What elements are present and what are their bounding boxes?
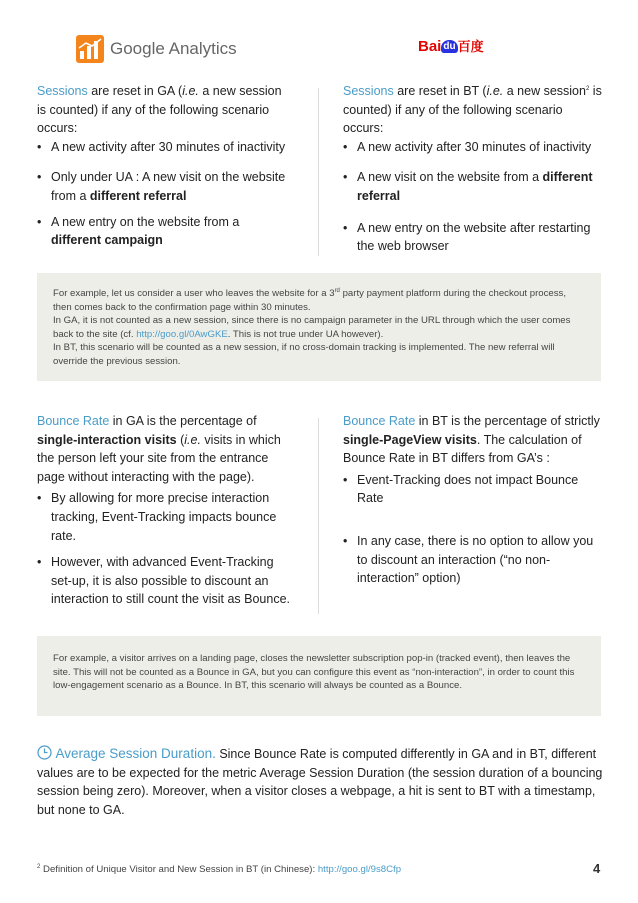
bounce-bt-text-1: in BT is the percentage of strictly: [415, 414, 600, 428]
page-number: 4: [593, 861, 601, 876]
bounce-bt-section: [343, 412, 605, 588]
bounce-ga-ie: i.e.: [184, 432, 201, 447]
bounce-ga-section: [37, 412, 295, 609]
note2-text: For example, a visitor arrives on a landing page, closes the newsletter subscription pop-in (tracked event), then leaves the site. This will not be counted as a Bounce in GA, but you can configure this event as “non-interaction”, in order to count this low-engagement scenario as a Bounce. In BT, this scenario will always be counted as a Bounce.: [53, 653, 575, 692]
bounce-ga-term: Bounce Rate: [37, 414, 110, 428]
list-item: • By allowing for more precise interaction tracking, Event-Tracking impacts bounce rate.: [37, 491, 277, 543]
note1-line1: For example, let us consider a user who leaves the website for a 3: [53, 288, 335, 299]
sessions-ga-bullet-3-bold: different campaign: [51, 233, 163, 248]
sessions-ga-section: [37, 82, 292, 250]
baidu-logo-du: du: [443, 41, 456, 52]
duration-term: Average Session Duration.: [55, 746, 216, 761]
bounce-bt-bullet-2: In any case, there is no option to allow you to discount an interaction (“no non-interaction” option): [357, 533, 594, 586]
list-item: • Event-Tracking does not impact Bounce Rate: [343, 472, 579, 506]
google-analytics-logo: [76, 34, 246, 64]
note1-line2: In GA, it is not counted as a new session, since there is no campaign parameter in the URL through which the user comes back to the site (cf.: [53, 315, 571, 340]
clock-icon: [37, 745, 52, 760]
duration-text: Since Bounce Rate is computed differently in GA and in BT, different values are to be expected for the metric Average Session Duration (the session duration of a bouncing session being zero). Moreover, when a visitor closes a webpage, a hit is sent to BT with a timestamp, but none to GA.: [37, 747, 603, 817]
list-item: • A new visit on the website from a different referral: [343, 170, 593, 203]
duration-section: [37, 745, 605, 819]
example-note-1: [37, 273, 601, 381]
bounce-ga-text-2: (: [176, 432, 185, 447]
bounce-bt-bold: single-PageView visits: [343, 432, 477, 447]
note1-line1-post: party payment platform during the checkout process, then comes back to the confirmation page within 30 minutes.: [53, 288, 567, 313]
ga-chart-icon: [76, 35, 104, 63]
bounce-ga-bullet-1: By allowing for more precise interaction tracking, Event-Tracking impacts bounce rate.: [51, 491, 277, 543]
note1-line2-post: . This is not true under UA however).: [227, 328, 384, 340]
footnote-number: 2: [37, 863, 41, 870]
sessions-ga-bullet-2: Only under UA : A new visit on the website from a: [51, 170, 286, 203]
sessions-bt-bullet-2-bold: different referral: [357, 170, 593, 203]
bounce-ga-bullet-2: However, with advanced Event-Tracking set-up, it is also possible to discount an interaction to still count the visit as Bounce.: [51, 555, 291, 607]
bounce-ga-bold: single-interaction visits: [37, 432, 177, 447]
sessions-ga-bullet-3: A new entry on the website from a: [51, 214, 240, 229]
bounce-bt-bullet-1: Event-Tracking does not impact Bounce Rate: [357, 472, 579, 506]
list-item: • A new activity after 30 minutes of inactivity: [343, 139, 592, 154]
baidu-logo-bai: Bai: [418, 38, 442, 55]
sessions-ga-ie: i.e.: [182, 84, 199, 98]
sessions-ga-text-1: are reset in GA (: [87, 84, 183, 98]
footnote-text: Definition of Unique Visitor and New Session in BT (in Chinese):: [40, 864, 318, 875]
note1-link[interactable]: http://goo.gl/0AwGKE: [136, 328, 228, 340]
sessions-ga-term: Sessions: [37, 84, 88, 98]
sessions-ga-text-2: a new session is counted) if any of the following scenario occurs:: [37, 84, 282, 136]
note1-line3: In BT, this scenario will be counted as a new session, if no cross-domain tracking is implemented. The new referral will override the previous session.: [53, 342, 555, 367]
sessions-bt-ie: i.e.: [486, 84, 504, 98]
sessions-bt-text-3: is counted) if any of the following scenario occurs:: [343, 84, 602, 136]
list-item: • A new entry on the website from a different campaign: [37, 214, 240, 248]
example-note-2: [37, 636, 601, 716]
baidu-paw-icon: [441, 40, 457, 53]
sessions-bt-term: Sessions: [343, 84, 394, 98]
bounce-bt-text-2: . The calculation of Bounce Rate in BT differs from GA’s :: [343, 432, 582, 466]
sessions-bt-bullet-2: A new visit on the website from a: [357, 170, 543, 185]
list-item: • Only under UA : A new visit on the website from a different referral: [37, 170, 286, 203]
list-item: • In any case, there is no option to allow you to discount an interaction (“no non-interaction” option): [343, 533, 594, 586]
baidu-logo-cn: 百度: [457, 39, 484, 54]
column-divider: [318, 88, 319, 256]
list-item: • A new entry on the website after restarting the web browser: [343, 220, 591, 254]
footnote-link[interactable]: http://goo.gl/9s8Cfp: [317, 864, 402, 875]
sessions-bt-bullet-3: A new entry on the website after restarting the web browser: [357, 220, 591, 254]
footnote: [37, 864, 537, 875]
list-item: • However, with advanced Event-Tracking set-up, it is also possible to discount an interaction to still count the visit as Bounce.: [37, 555, 291, 607]
ga-logo-text: Google Analytics: [110, 39, 237, 58]
sessions-ga-bullet-2-bold: different referral: [89, 188, 187, 203]
sessions-bt-section: [343, 82, 605, 256]
bounce-ga-text-3: visits in which the person left your site from the entrance page without interacting with the page).: [37, 432, 281, 484]
column-divider: [318, 418, 319, 614]
sessions-bt-bullet-1: A new activity after 30 minutes of inactivity: [357, 139, 592, 154]
bounce-ga-text-1: in GA is the percentage of: [109, 414, 257, 428]
footnote-ref: 2: [585, 85, 590, 92]
sessions-bt-text-1: are reset in BT (: [393, 84, 487, 98]
sessions-bt-text-2: a new session: [503, 84, 586, 98]
baidu-logo: [418, 36, 498, 60]
list-item: • A new activity after 30 minutes of inactivity: [37, 139, 286, 154]
note1-sup: rd: [334, 287, 340, 294]
bounce-bt-term: Bounce Rate: [343, 414, 416, 428]
sessions-ga-bullet-1: A new activity after 30 minutes of inactivity: [51, 139, 286, 154]
